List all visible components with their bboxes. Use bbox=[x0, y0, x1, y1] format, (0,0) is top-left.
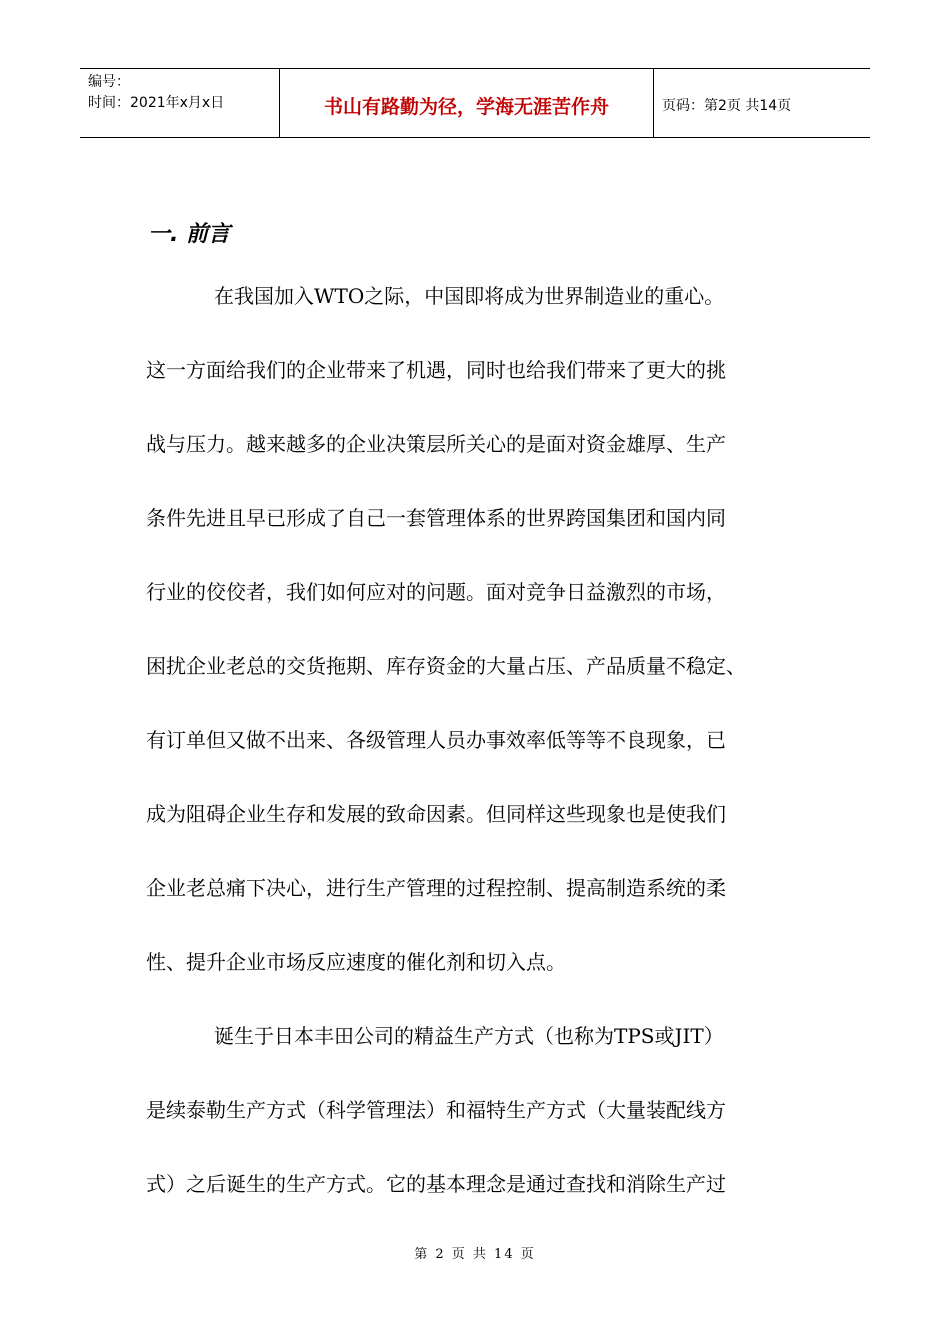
section-heading: 一. 前言 bbox=[148, 222, 231, 247]
number-label: 编号： bbox=[88, 74, 130, 90]
body-line: 性、提升企业市场反应速度的催化剂和切入点。 bbox=[146, 950, 566, 974]
body-line: 诞生于日本丰田公司的精益生产方式（也称为TPS或JIT） bbox=[214, 1024, 724, 1048]
body-text bbox=[146, 278, 826, 1240]
header-meta-cell bbox=[80, 69, 280, 137]
body-line: 式）之后诞生的生产方式。它的基本理念是通过查找和消除生产过 bbox=[146, 1172, 726, 1196]
body-line: 企业老总痛下决心，进行生产管理的过程控制、提高制造系统的柔 bbox=[146, 876, 726, 900]
body-line: 成为阻碍企业生存和发展的致命因素。但同样这些现象也是使我们 bbox=[146, 802, 726, 826]
date-label: 时间：2021年x月x日 bbox=[88, 95, 225, 111]
page-footer: 第 2 页 共 14 页 bbox=[414, 1247, 536, 1262]
body-line: 这一方面给我们的企业带来了机遇，同时也给我们带来了更大的挑 bbox=[146, 358, 726, 382]
body-line: 有订单但又做不出来、各级管理人员办事效率低等等不良现象，已 bbox=[146, 728, 726, 752]
document-header bbox=[80, 68, 870, 138]
body-line: 战与压力。越来越多的企业决策层所关心的是面对资金雄厚、生产 bbox=[146, 432, 726, 456]
header-page-code: 页码：第2页 共14页 bbox=[662, 98, 792, 114]
body-line: 困扰企业老总的交货拖期、库存资金的大量占压、产品质量不稳定、 bbox=[146, 654, 746, 678]
header-motto: 书山有路勤为径，学海无涯苦作舟 bbox=[280, 69, 654, 137]
body-line: 行业的佼佼者，我们如何应对的问题。面对竞争日益激烈的市场， bbox=[146, 580, 726, 604]
body-line: 在我国加入WTO之际，中国即将成为世界制造业的重心。 bbox=[214, 284, 725, 308]
body-line: 条件先进且早已形成了自己一套管理体系的世界跨国集团和国内同 bbox=[146, 506, 726, 530]
body-line: 是续泰勒生产方式（科学管理法）和福特生产方式（大量装配线方 bbox=[146, 1098, 726, 1122]
